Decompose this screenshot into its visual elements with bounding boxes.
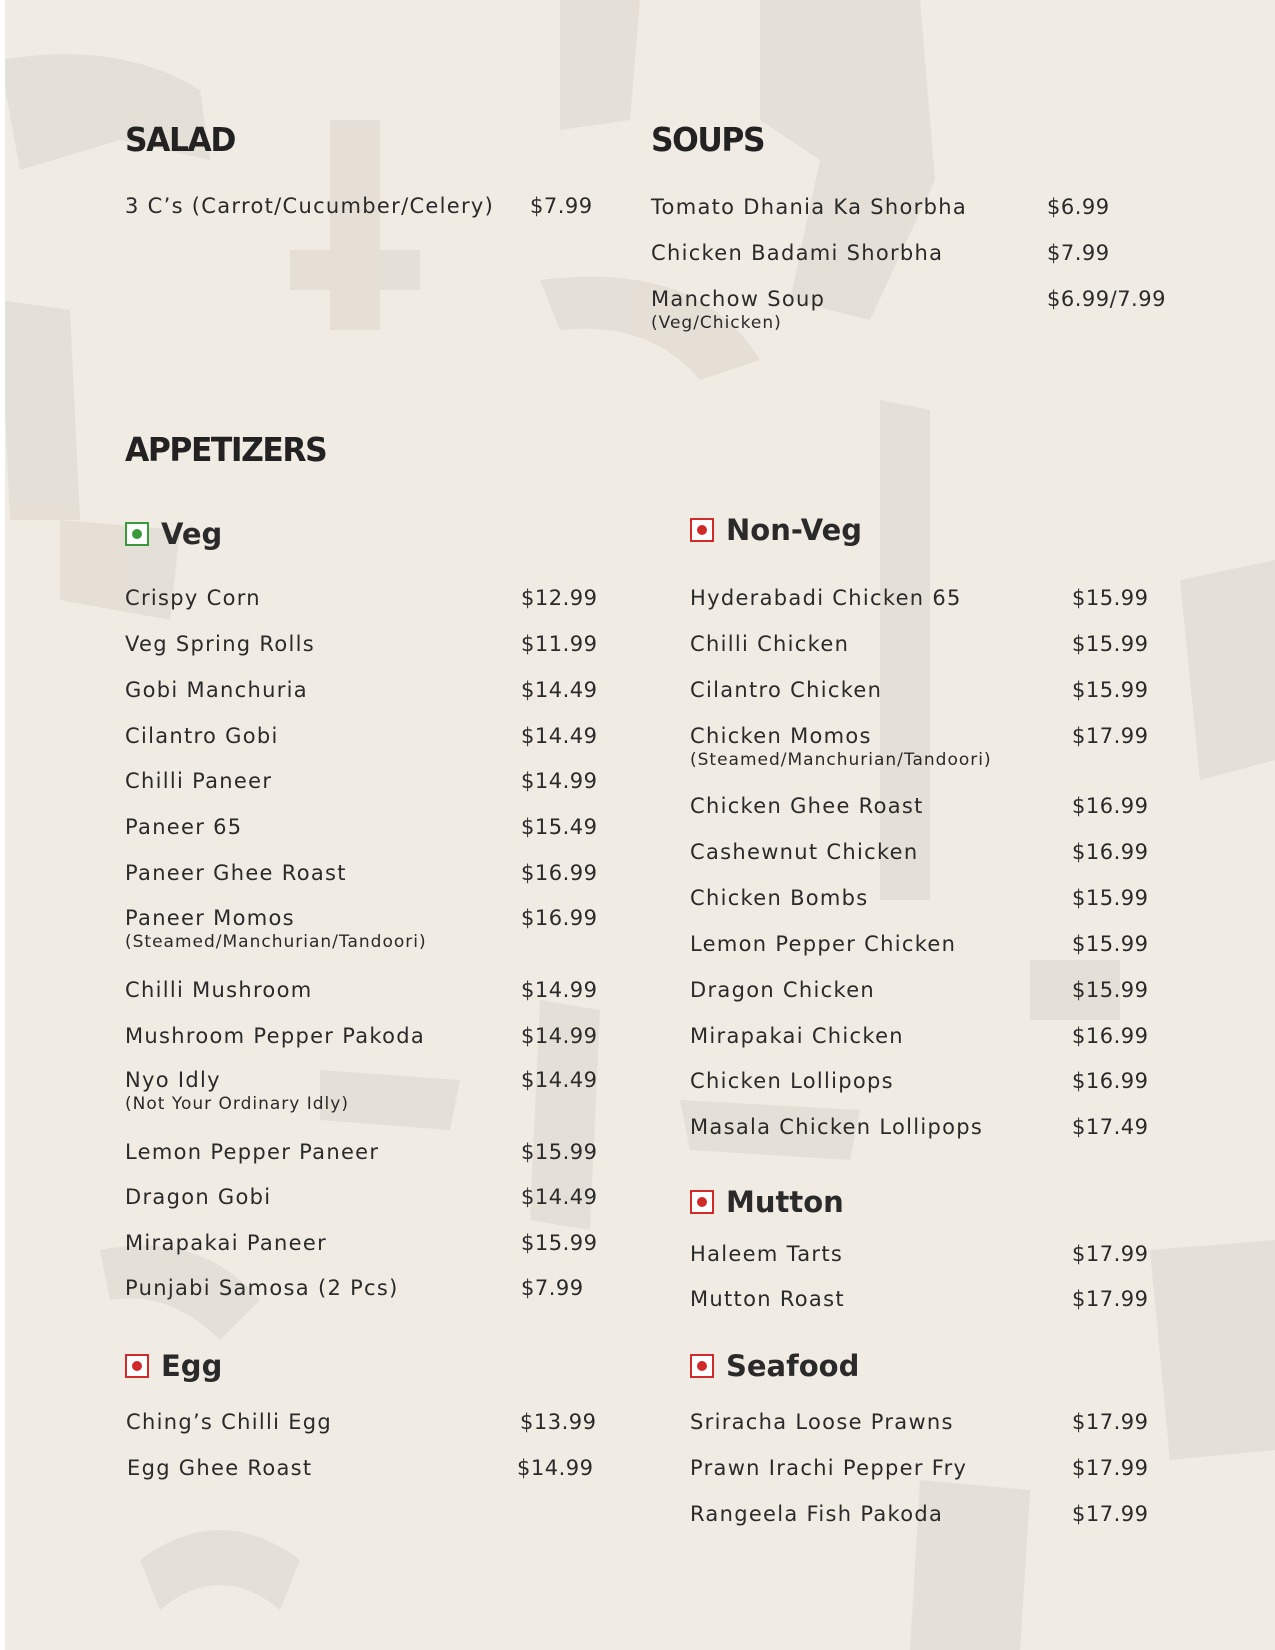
item-price: $16.99 [521, 861, 598, 885]
nonveg-subheading [690, 513, 862, 547]
item-name: Dragon Chicken [690, 978, 876, 1002]
veg-indicator-icon [125, 522, 149, 546]
menu-item [651, 287, 825, 333]
item-price: $17.99 [1072, 1502, 1149, 1526]
veg-title: Veg [161, 517, 223, 551]
menu-item [125, 586, 261, 610]
menu-item [690, 840, 919, 864]
menu-item [125, 1140, 379, 1164]
menu-item [651, 195, 967, 219]
item-name: Mirapakai Paneer [125, 1231, 327, 1255]
mutton-subheading [690, 1185, 844, 1219]
item-name: Haleem Tarts [690, 1242, 844, 1266]
item-name: Chilli Mushroom [125, 978, 313, 1002]
item-name: Paneer Ghee Roast [125, 861, 347, 885]
menu-item [125, 1185, 271, 1209]
appetizers-heading: APPETIZERS [125, 430, 327, 469]
item-name: Nyo Idly [125, 1068, 221, 1092]
item-price: $15.99 [1072, 932, 1149, 956]
item-price: $14.49 [521, 678, 598, 702]
item-price: $7.99 [530, 194, 593, 218]
menu-item [125, 1068, 349, 1114]
item-price: $6.99/7.99 [1047, 287, 1166, 311]
menu-item [125, 1231, 327, 1255]
menu-item [127, 1456, 312, 1480]
item-name: Hyderabadi Chicken 65 [690, 586, 962, 610]
item-price: $11.99 [521, 632, 598, 656]
menu-item [690, 1410, 954, 1434]
item-price: $15.99 [521, 1231, 598, 1255]
item-price: $17.99 [1072, 1410, 1149, 1434]
item-price: $12.99 [521, 586, 598, 610]
item-price: $14.99 [521, 1024, 598, 1048]
salad-heading: SALAD [125, 120, 235, 159]
menu-item [125, 769, 272, 793]
nonveg-title: Non-Veg [726, 513, 863, 547]
item-price: $17.49 [1072, 1115, 1149, 1139]
menu-item [125, 978, 313, 1002]
menu-item [690, 794, 924, 818]
item-price: $16.99 [521, 906, 598, 930]
item-name: Chicken Momos [690, 724, 872, 748]
item-name: Chilli Chicken [690, 632, 850, 656]
item-price: $7.99 [1047, 241, 1110, 265]
menu-item [690, 724, 992, 770]
menu-item [690, 932, 956, 956]
egg-subheading [125, 1349, 222, 1383]
menu-item [125, 678, 308, 702]
item-name: Veg Spring Rolls [125, 632, 316, 656]
item-name: Cilantro Gobi [125, 724, 279, 748]
item-name: Egg Ghee Roast [127, 1456, 313, 1480]
item-name: Punjabi Samosa (2 Pcs) [125, 1276, 399, 1300]
item-price: $14.49 [521, 1068, 598, 1092]
item-name: Paneer Momos [125, 906, 295, 930]
menu-item [125, 815, 242, 839]
page-edge [0, 0, 5, 1650]
seafood-title: Seafood [726, 1349, 860, 1383]
item-name: Cashewnut Chicken [690, 840, 919, 864]
item-price: $16.99 [1072, 1024, 1149, 1048]
item-name: Chicken Badami Shorbha [651, 241, 944, 265]
item-name: Manchow Soup [651, 287, 826, 311]
item-price: $15.99 [1072, 632, 1149, 656]
item-name: Paneer 65 [125, 815, 243, 839]
veg-subheading [125, 517, 222, 551]
item-price: $15.99 [1072, 586, 1149, 610]
menu-item [690, 1024, 904, 1048]
menu-item [690, 978, 875, 1002]
menu-item [690, 886, 869, 910]
item-price: $17.99 [1072, 1456, 1149, 1480]
item-price: $13.99 [520, 1410, 597, 1434]
menu-item [125, 861, 347, 885]
item-note: (Not Your Ordinary Idly) [125, 1094, 349, 1114]
seafood-subheading [690, 1349, 859, 1383]
item-name: Tomato Dhania Ka Shorbha [651, 195, 968, 219]
mutton-title: Mutton [726, 1185, 844, 1219]
item-note: (Veg/Chicken) [651, 313, 782, 333]
item-price: $16.99 [1072, 794, 1149, 818]
menu-item [690, 586, 962, 610]
menu-item [690, 1502, 943, 1526]
item-price: $7.99 [521, 1276, 584, 1300]
menu-item [690, 1069, 894, 1093]
item-price: $6.99 [1047, 195, 1110, 219]
menu-item [690, 678, 882, 702]
item-name: Lemon Pepper Paneer [125, 1140, 380, 1164]
menu-item [690, 1242, 843, 1266]
nonveg-indicator-icon [690, 1190, 714, 1214]
item-price: $17.99 [1072, 1287, 1149, 1311]
item-name: Chilli Paneer [125, 769, 273, 793]
item-name: Prawn Irachi Pepper Fry [690, 1456, 968, 1480]
item-name: Cilantro Chicken [690, 678, 883, 702]
item-name: Lemon Pepper Chicken [690, 932, 957, 956]
menu-item [690, 1456, 967, 1480]
item-price: $15.99 [1072, 678, 1149, 702]
menu-item [125, 632, 315, 656]
item-price: $16.99 [1072, 1069, 1149, 1093]
item-name: Mirapakai Chicken [690, 1024, 904, 1048]
menu-item [690, 1287, 845, 1311]
item-price: $14.99 [521, 978, 598, 1002]
item-price: $14.49 [521, 724, 598, 748]
egg-title: Egg [161, 1349, 223, 1383]
item-price: $15.99 [1072, 886, 1149, 910]
item-name: Dragon Gobi [125, 1185, 272, 1209]
item-name: Rangeela Fish Pakoda [690, 1502, 944, 1526]
item-price: $14.49 [521, 1185, 598, 1209]
menu-item [125, 1276, 399, 1300]
nonveg-indicator-icon [690, 1354, 714, 1378]
menu-item [125, 906, 427, 952]
item-note: (Steamed/Manchurian/Tandoori) [125, 932, 427, 952]
item-name: Chicken Lollipops [690, 1069, 894, 1093]
menu-item [690, 1115, 983, 1139]
item-name: Masala Chicken Lollipops [690, 1115, 984, 1139]
menu-item [126, 1410, 332, 1434]
menu-item [125, 1024, 425, 1048]
menu-item [125, 724, 279, 748]
item-price: $14.99 [521, 769, 598, 793]
item-name: Chicken Ghee Roast [690, 794, 924, 818]
item-name: Ching’s Chilli Egg [126, 1410, 333, 1434]
soups-heading: SOUPS [651, 120, 765, 159]
item-price: $14.99 [517, 1456, 594, 1480]
menu-item [651, 241, 943, 265]
item-name: Chicken Bombs [690, 886, 869, 910]
item-name: Gobi Manchuria [125, 678, 308, 702]
item-price: $17.99 [1072, 724, 1149, 748]
menu-item [125, 194, 494, 218]
item-name: Mushroom Pepper Pakoda [125, 1024, 426, 1048]
item-price: $15.99 [521, 1140, 598, 1164]
item-price: $15.49 [521, 815, 598, 839]
item-name: Mutton Roast [690, 1287, 845, 1311]
nonveg-indicator-icon [690, 518, 714, 542]
item-price: $17.99 [1072, 1242, 1149, 1266]
item-name: Sriracha Loose Prawns [690, 1410, 954, 1434]
item-price: $15.99 [1072, 978, 1149, 1002]
item-price: $16.99 [1072, 840, 1149, 864]
item-name: 3 C’s (Carrot/Cucumber/Celery) [125, 194, 495, 218]
nonveg-indicator-icon [125, 1354, 149, 1378]
item-name: Crispy Corn [125, 586, 261, 610]
item-note: (Steamed/Manchurian/Tandoori) [690, 750, 992, 770]
menu-item [690, 632, 849, 656]
